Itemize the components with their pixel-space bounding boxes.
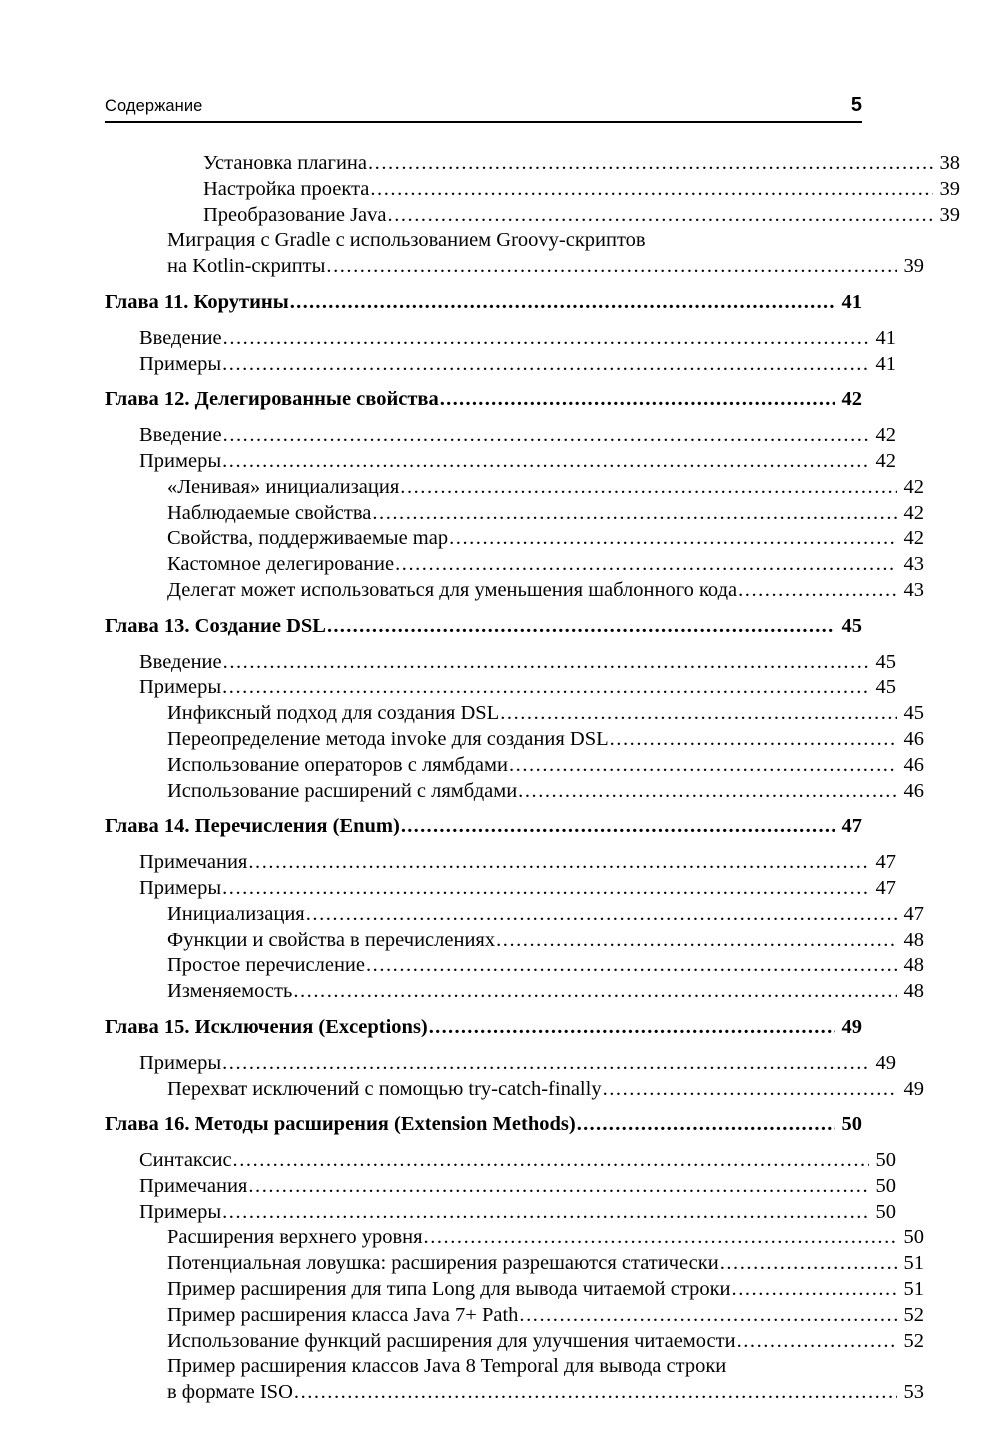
toc-entry-title: Введение	[139, 650, 222, 673]
toc-section-entry[interactable]	[167, 1251, 924, 1277]
toc-entry-title: Глава 12. Делегированные свойства	[105, 388, 439, 411]
toc-section-entry[interactable]	[139, 850, 896, 876]
toc-entry-page-number: 43	[903, 578, 924, 601]
toc-entry-page-number: 39	[939, 177, 960, 200]
toc-entry-page-number: 45	[903, 702, 924, 725]
toc-entry-title: Кастомное делегирование	[167, 553, 395, 576]
dot-leader	[370, 182, 933, 203]
dot-leader	[737, 1334, 897, 1355]
toc-entry-title: Примечания	[139, 1174, 248, 1197]
table-of-contents	[105, 151, 960, 1406]
toc-entry-title: Пример расширения классов Java 8 Temporal для вывода строки	[167, 1355, 727, 1378]
toc-section-entry[interactable]	[167, 1303, 924, 1329]
dot-leader	[306, 907, 897, 928]
toc-entry-page-number: 42	[841, 388, 862, 411]
toc-entry-page-number: 46	[903, 753, 924, 776]
dot-leader	[233, 1153, 869, 1174]
dot-leader	[327, 619, 835, 640]
toc-entry-page-number: 47	[903, 902, 924, 925]
toc-entry-title: Примеры	[139, 676, 222, 699]
dot-leader	[400, 480, 897, 501]
toc-entry-title: Свойства, поддерживаемые map	[167, 527, 449, 550]
toc-chapter-entry[interactable]	[105, 1112, 862, 1138]
toc-section-entry[interactable]	[139, 423, 896, 449]
dot-leader	[248, 1179, 869, 1200]
toc-entry-page-number: 49	[903, 1077, 924, 1100]
dot-leader	[738, 583, 897, 604]
toc-entry-title: Функции и свойства в перечислениях	[167, 928, 496, 951]
toc-entry-title: Наблюдаемые свойства	[167, 501, 372, 524]
toc-entry-page-number: 38	[939, 152, 960, 174]
dot-leader	[577, 1118, 835, 1139]
dot-leader	[372, 506, 897, 527]
toc-section-entry[interactable]	[167, 953, 924, 979]
toc-section-entry[interactable]	[167, 779, 924, 805]
toc-entry-page-number: 51	[903, 1252, 924, 1275]
toc-entry-title: Глава 14. Перечисления (Enum)	[105, 815, 400, 838]
toc-entry-page-number: 42	[875, 424, 896, 447]
dot-leader	[222, 357, 869, 378]
running-head-title: Содержание	[105, 97, 203, 115]
toc-section-entry[interactable]	[139, 326, 896, 352]
toc-entry-title: Примеры	[139, 449, 222, 472]
toc-entry-title-line[interactable]	[167, 228, 862, 254]
toc-entry-title: Преобразование Java	[203, 203, 387, 226]
toc-section-entry[interactable]	[167, 254, 924, 280]
toc-section-entry[interactable]	[167, 727, 924, 753]
dot-leader	[519, 1308, 897, 1329]
toc-entry-title: Пример расширения для типа Long для вывода читаемой строки	[167, 1278, 731, 1301]
toc-section-entry[interactable]	[167, 979, 924, 1005]
dot-leader	[290, 295, 835, 316]
toc-entry-title: в формате ISO	[167, 1381, 293, 1404]
dot-leader	[293, 984, 897, 1005]
toc-entry-title: Использование расширений с лямбдами	[167, 779, 518, 802]
toc-entry-page-number: 45	[875, 650, 896, 673]
dot-leader	[388, 208, 933, 229]
dot-leader	[509, 758, 897, 779]
dot-leader	[603, 1082, 897, 1103]
dot-leader	[222, 454, 869, 475]
toc-entry-title: на Kotlin-скрипты	[167, 255, 326, 278]
toc-section-entry[interactable]	[139, 1148, 896, 1174]
toc-section-entry[interactable]	[139, 449, 896, 475]
toc-entry-page-number: 47	[875, 876, 896, 899]
toc-entry-title: Расширения верхнего уровня	[167, 1226, 423, 1249]
toc-entry-page-number: 42	[875, 449, 896, 472]
dot-leader	[366, 959, 897, 980]
toc-entry-page-number: 46	[903, 727, 924, 750]
toc-entry-title: Потенциальная ловушка: расширения разрешаются статически	[167, 1252, 719, 1275]
toc-entry-title: Примечания	[139, 851, 248, 874]
toc-entry-title: Синтаксис	[139, 1149, 232, 1172]
toc-entry-page-number: 45	[841, 614, 862, 637]
toc-entry-title: Пример расширения класса Java 7+ Path	[167, 1303, 519, 1326]
toc-section-entry[interactable]	[139, 1174, 896, 1200]
dot-leader	[720, 1257, 897, 1278]
toc-entry-page-number: 50	[875, 1149, 896, 1172]
toc-entry-title: Использование функций расширения для улучшения читаемости	[167, 1329, 736, 1352]
toc-entry-page-number: 42	[903, 527, 924, 550]
toc-entry-title: Использование операторов с лямбдами	[167, 753, 508, 776]
toc-section-entry[interactable]	[167, 1225, 924, 1251]
toc-entry-title: Настройка проекта	[203, 177, 370, 200]
toc-entry-page-number: 46	[903, 779, 924, 802]
toc-section-entry[interactable]	[167, 701, 924, 727]
toc-entry-title: Примеры	[139, 1051, 222, 1074]
dot-leader	[424, 1231, 897, 1252]
dot-leader	[248, 855, 869, 876]
toc-section-entry[interactable]	[167, 902, 924, 928]
toc-entry-page-number: 49	[841, 1015, 862, 1038]
toc-entry-page-number: 51	[903, 1278, 924, 1301]
toc-entry-title: Переопределение метода invoke для создания DSL	[167, 727, 609, 750]
dot-leader	[401, 820, 835, 841]
toc-entry-title: Изменяемость	[167, 980, 293, 1003]
toc-entry-title: Глава 15. Исключения (Exceptions)	[105, 1015, 428, 1038]
toc-entry-title: Примеры	[139, 352, 222, 375]
dot-leader	[518, 784, 897, 805]
toc-chapter-entry[interactable]	[105, 814, 862, 840]
toc-section-entry[interactable]	[139, 352, 896, 378]
toc-entry-page-number: 50	[841, 1113, 862, 1136]
dot-leader	[326, 259, 897, 280]
page-header	[105, 94, 862, 123]
toc-section-entry[interactable]	[167, 753, 924, 779]
toc-section-entry[interactable]	[167, 526, 924, 552]
toc-entry-page-number: 52	[903, 1303, 924, 1326]
toc-section-entry[interactable]	[167, 501, 924, 527]
toc-entry-page-number: 43	[903, 553, 924, 576]
toc-section-entry[interactable]	[167, 1277, 924, 1303]
toc-section-entry[interactable]	[139, 675, 896, 701]
toc-entry-page-number: 39	[903, 255, 924, 278]
dot-leader	[429, 1020, 835, 1041]
toc-entry-title: Установка плагина	[203, 152, 367, 174]
toc-section-entry[interactable]	[167, 1329, 924, 1355]
toc-chapter-entry[interactable]	[105, 614, 862, 640]
toc-chapter-entry[interactable]	[105, 290, 862, 316]
dot-leader	[294, 1386, 897, 1407]
toc-entry-page-number: 41	[841, 290, 862, 313]
dot-leader	[440, 393, 835, 414]
toc-entry-page-number: 42	[903, 475, 924, 498]
toc-entry-page-number: 48	[903, 954, 924, 977]
toc-chapter-entry[interactable]	[105, 387, 862, 413]
toc-section-entry[interactable]	[203, 151, 960, 177]
toc-entry-page-number: 50	[903, 1226, 924, 1249]
toc-section-entry[interactable]	[139, 876, 896, 902]
dot-leader	[222, 881, 869, 902]
toc-entry-page-number: 42	[903, 501, 924, 524]
toc-entry-title: Перехват исключений с помощью try-catch-finally	[167, 1077, 602, 1100]
toc-section-entry[interactable]	[167, 1380, 924, 1406]
toc-entry-title: Простое перечисление	[167, 954, 365, 977]
toc-entry-title: «Ленивая» инициализация	[167, 475, 400, 498]
toc-entry-page-number: 41	[875, 326, 896, 349]
dot-leader	[496, 933, 897, 954]
toc-entry-page-number: 47	[841, 815, 862, 838]
toc-entry-page-number: 39	[939, 203, 960, 226]
toc-section-entry[interactable]	[139, 1051, 896, 1077]
toc-entry-page-number: 50	[875, 1174, 896, 1197]
toc-section-entry[interactable]	[167, 928, 924, 954]
toc-section-entry[interactable]	[139, 650, 896, 676]
toc-entry-title: Примеры	[139, 1200, 222, 1223]
toc-entry-page-number: 52	[903, 1329, 924, 1352]
toc-section-entry[interactable]	[203, 203, 960, 229]
toc-section-entry[interactable]	[203, 177, 960, 203]
toc-entry-page-number: 48	[903, 928, 924, 951]
dot-leader	[223, 428, 869, 449]
toc-entry-page-number: 53	[903, 1381, 924, 1404]
dot-leader	[368, 156, 933, 177]
toc-entry-title: Миграция с Gradle с использованием Groovy-скриптов	[167, 229, 646, 252]
dot-leader	[222, 1056, 869, 1077]
toc-section-entry[interactable]	[167, 475, 924, 501]
toc-entry-page-number: 41	[875, 352, 896, 375]
dot-leader	[610, 732, 897, 753]
toc-entry-page-number: 45	[875, 676, 896, 699]
dot-leader	[732, 1282, 897, 1303]
toc-section-entry[interactable]	[167, 1077, 924, 1103]
dot-leader	[222, 1205, 869, 1226]
toc-entry-title: Введение	[139, 424, 222, 447]
dot-leader	[500, 706, 897, 727]
toc-chapter-entry[interactable]	[105, 1015, 862, 1041]
toc-entry-page-number: 49	[875, 1051, 896, 1074]
page-number: 5	[850, 94, 862, 116]
toc-entry-title: Глава 11. Корутины	[105, 290, 289, 313]
dot-leader	[223, 655, 869, 676]
toc-entry-title: Примеры	[139, 876, 222, 899]
toc-entry-title: Инфиксный подход для создания DSL	[167, 702, 500, 725]
toc-section-entry[interactable]	[167, 552, 924, 578]
toc-entry-title: Делегат может использоваться для уменьшения шаблонного кода	[167, 578, 738, 601]
toc-section-entry[interactable]	[139, 1200, 896, 1226]
dot-leader	[395, 557, 897, 578]
toc-entry-title: Введение	[139, 326, 222, 349]
dot-leader	[222, 681, 869, 702]
toc-entry-page-number: 50	[875, 1200, 896, 1223]
toc-entry-title: Глава 16. Методы расширения (Extension Methods)	[105, 1113, 576, 1136]
toc-entry-title-line[interactable]	[167, 1354, 862, 1380]
toc-entry-title: Глава 13. Создание DSL	[105, 614, 326, 637]
toc-entry-page-number: 48	[903, 980, 924, 1003]
toc-entry-page-number: 47	[875, 851, 896, 874]
dot-leader	[449, 532, 897, 553]
dot-leader	[223, 331, 869, 352]
toc-section-entry[interactable]	[167, 578, 924, 604]
toc-entry-title: Инициализация	[167, 902, 305, 925]
